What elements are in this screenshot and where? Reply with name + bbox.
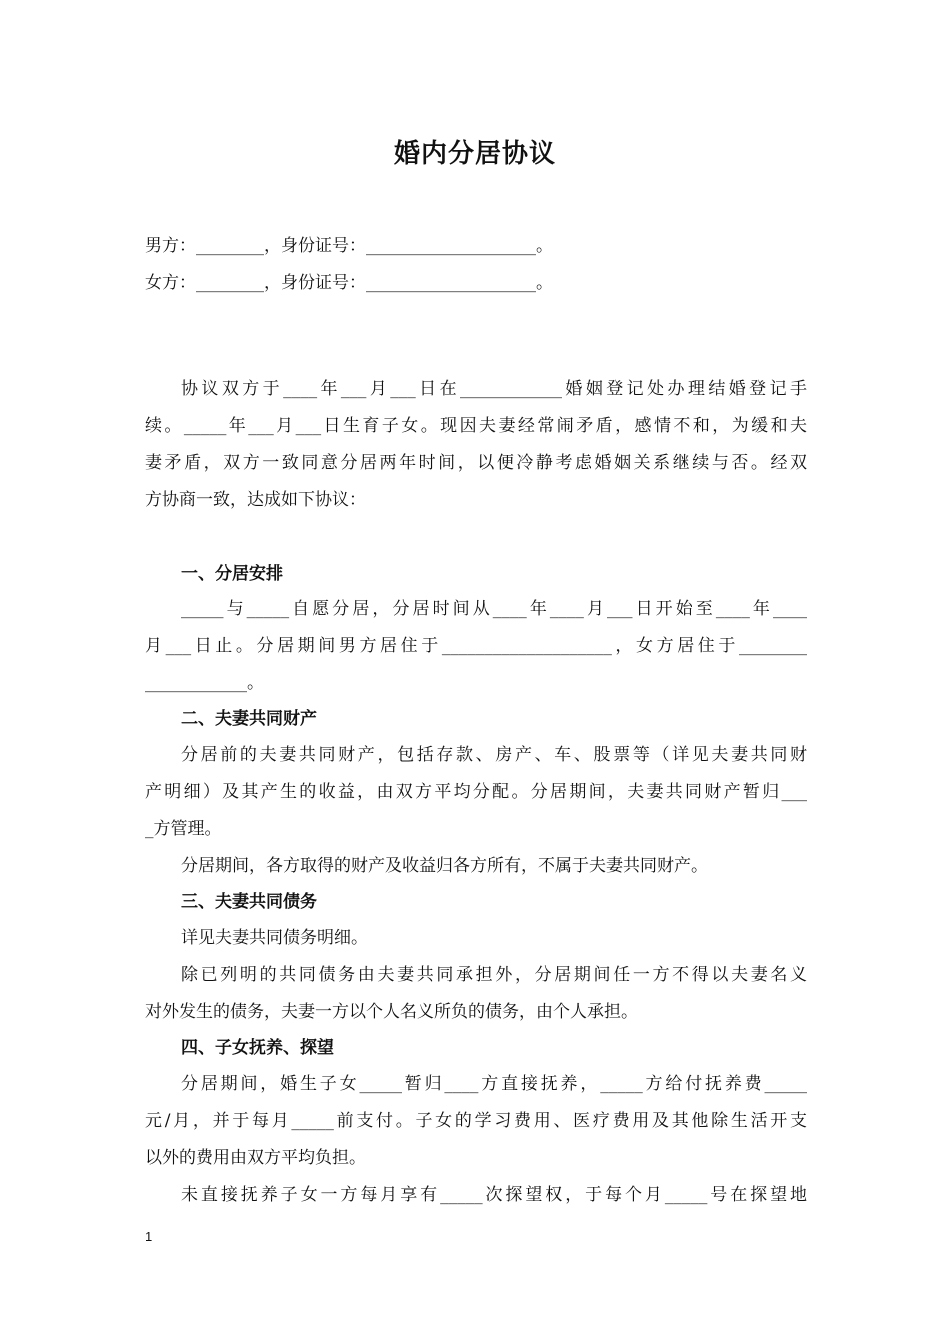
page-number: 1 <box>145 1229 153 1244</box>
section-line: 产明细）及其产生的收益，由双方平均分配。分居期间，夫妻共同财产暂归___ <box>145 782 807 802</box>
intro-line: 协议双方于____年___月___日在____________婚姻登记处办理结婚登记手 <box>181 379 807 399</box>
section-heading-property: 二、夫妻共同财产 <box>181 709 317 729</box>
section-line: 分居前的夫妻共同财产，包括存款、房产、车、股票等（详见夫妻共同财 <box>181 745 807 765</box>
document-title: 婚内分居协议 <box>393 139 556 169</box>
section-line: 详见夫妻共同债务明细。 <box>181 928 368 948</box>
party-male-line: 男方：________，身份证号：____________________。 <box>145 236 553 256</box>
section-line: 以外的费用由双方平均负担。 <box>145 1148 366 1168</box>
section-heading-debt: 三、夫妻共同债务 <box>181 892 317 912</box>
section-line: 分居期间，婚生子女_____暂归____方直接抚养，_____方给付抚养费_____ <box>181 1074 807 1094</box>
party-female-line: 女方：________，身份证号：____________________。 <box>145 273 553 293</box>
section-heading-children: 四、子女抚养、探望 <box>181 1038 334 1058</box>
intro-line: 续。_____年___月___日生育子女。现因夫妻经常闹矛盾，感情不和，为缓和夫 <box>145 416 807 436</box>
intro-line: 妻矛盾，双方一致同意分居两年时间，以便冷静考虑婚姻关系继续与否。经双 <box>145 453 807 473</box>
section-line: 对外发生的债务，夫妻一方以个人名义所负的债务，由个人承担。 <box>145 1002 638 1022</box>
section-line: 除已列明的共同债务由夫妻共同承担外，分居期间任一方不得以夫妻名义 <box>181 965 807 985</box>
section-line: 未直接抚养子女一方每月享有_____次探望权，于每个月_____号在探望地 <box>181 1185 807 1205</box>
section-line: _方管理。 <box>145 819 222 839</box>
section-heading-separation: 一、分居安排 <box>181 564 283 584</box>
intro-line: 方协商一致，达成如下协议： <box>145 490 366 510</box>
section-line: 分居期间，各方取得的财产及收益归各方所有，不属于夫妻共同财产。 <box>181 856 708 876</box>
section-line: ____________。 <box>145 673 264 693</box>
section-line: 元/月，并于每月_____前支付。子女的学习费用、医疗费用及其他除生活开支 <box>145 1111 807 1131</box>
section-line: 月___日止。分居期间男方居住于____________________，女方居住于________ <box>145 636 807 656</box>
section-line: _____与_____自愿分居，分居时间从____年____月___日开始至____年____ <box>181 599 807 619</box>
